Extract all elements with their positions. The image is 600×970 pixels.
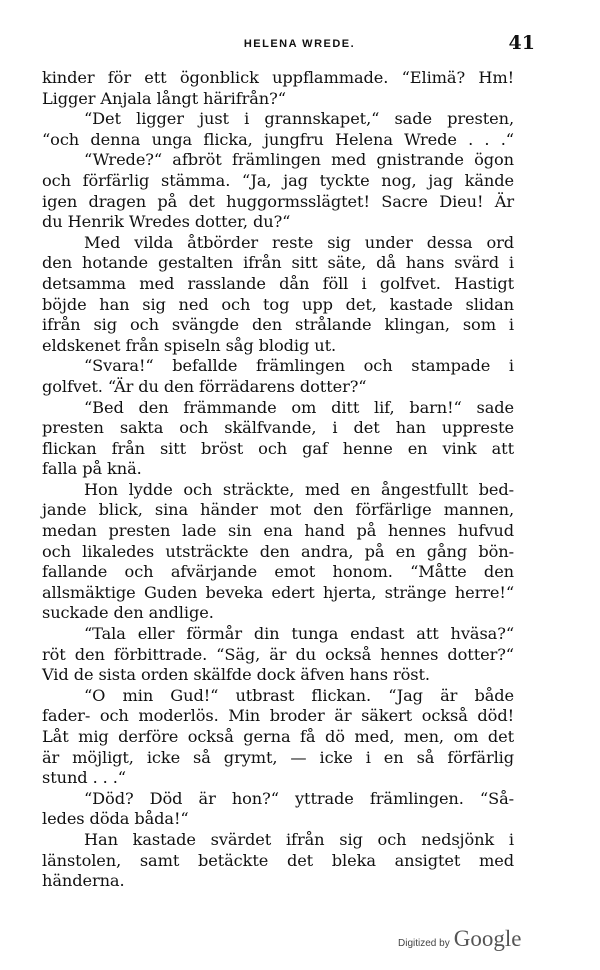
text-line: “Wrede?“ afbröt främlingen med gnistrande ögon <box>84 150 514 170</box>
running-title: HELENA WREDE. <box>243 38 356 50</box>
text-line: fallande och afvärjande emot honom. “Måtte den <box>42 562 514 582</box>
text-line: allsmäktige Guden beveka edert hjerta, stränge herre!“ <box>42 582 514 602</box>
text-line: eldskenet från spiseln såg blodig ut. <box>42 335 337 355</box>
text-line: är möjligt, icke så grymt, — icke i en så förfärlig <box>42 747 514 767</box>
text-line: “och denna unga flicka, jungfru Helena Wrede . . .“ <box>42 129 514 149</box>
text-line: ledes döda båda!“ <box>42 809 189 829</box>
google-logo: Google <box>453 926 522 951</box>
text-line: Vid de sista orden skälfde dock äfven hans röst. <box>42 665 430 685</box>
text-line: och förfärlig stämma. “Ja, jag tyckte nog, jag kände <box>42 170 514 190</box>
text-line: presten sakta och skälfvande, i det han uppreste <box>42 418 514 438</box>
text-line: stund . . .“ <box>42 768 126 788</box>
text-line: jande blick, sina händer mot den förfärlige mannen, <box>42 500 514 520</box>
text-line: den hotande gestalten ifrån sitt säte, då hans svärd i <box>42 253 514 273</box>
text-line: flickan från sitt bröst och gaf henne en vink att <box>42 438 514 458</box>
text-line: böjde han sig ned och tog upp det, kastade slidan <box>42 294 514 314</box>
text-line: “O min Gud!“ utbrast flickan. “Jag är både <box>84 685 514 705</box>
text-line: och likaledes utsträckte den andra, på en gång bön- <box>42 541 514 561</box>
text-line: “Svara!“ befallde främlingen och stampade i <box>84 356 514 376</box>
text-line: detsamma med rasslande dån föll i golfvet. Hastigt <box>42 273 514 293</box>
text-line: länstolen, samt betäckte det bleka ansigtet med <box>42 850 514 870</box>
watermark-prefix: Digitized by <box>398 938 450 949</box>
body-text <box>42 68 514 892</box>
text-line: du Henrik Wredes dotter, du?“ <box>42 212 291 232</box>
digitized-by-watermark <box>398 926 521 952</box>
text-line: Han kastade svärdet ifrån sig och nedsjönk i <box>84 829 514 849</box>
text-line: “Bed den främmande om ditt lif, barn!“ sade <box>84 397 514 417</box>
text-line: röt den förbittrade. “Säg, är du också hennes dotter?“ <box>42 644 514 664</box>
text-line: “Tala eller förmår din tunga endast att hväsa?“ <box>84 624 514 644</box>
text-line: “Död? Död är hon?“ yttrade främlingen. “Så- <box>84 788 514 808</box>
text-line: suckade den andlige. <box>42 603 214 623</box>
text-line: händerna. <box>42 871 125 891</box>
text-line: Hon lydde och sträckte, med en ångestfullt bed- <box>84 479 514 499</box>
text-line: fader- och moderlös. Min broder är säkert också död! <box>42 706 514 726</box>
text-line: Ligger Anjala långt härifrån?“ <box>42 88 286 108</box>
page-number: 41 <box>508 32 535 54</box>
text-line: “Det ligger just i grannskapet,“ sade presten, <box>84 109 514 129</box>
text-line: Med vilda åtbörder reste sig under dessa ord <box>84 232 514 252</box>
text-line: medan presten lade sin ena hand på hennes hufvud <box>42 521 514 541</box>
text-line: falla på knä. <box>42 459 142 479</box>
text-line: Låt mig derföre också gerna få dö med, men, om det <box>42 727 514 746</box>
text-line: golfvet. “Är du den förrädarens dotter?“ <box>42 376 367 396</box>
text-line: kinder för ett ögonblick uppflammade. “Elimä? Hm! <box>42 68 514 87</box>
text-line: ifrån sig och svängde den strålande klingan, som i <box>42 315 514 335</box>
page-header <box>42 30 557 56</box>
text-line: igen dragen på det huggormsslägtet! Sacre Dieu! Är <box>42 191 514 211</box>
